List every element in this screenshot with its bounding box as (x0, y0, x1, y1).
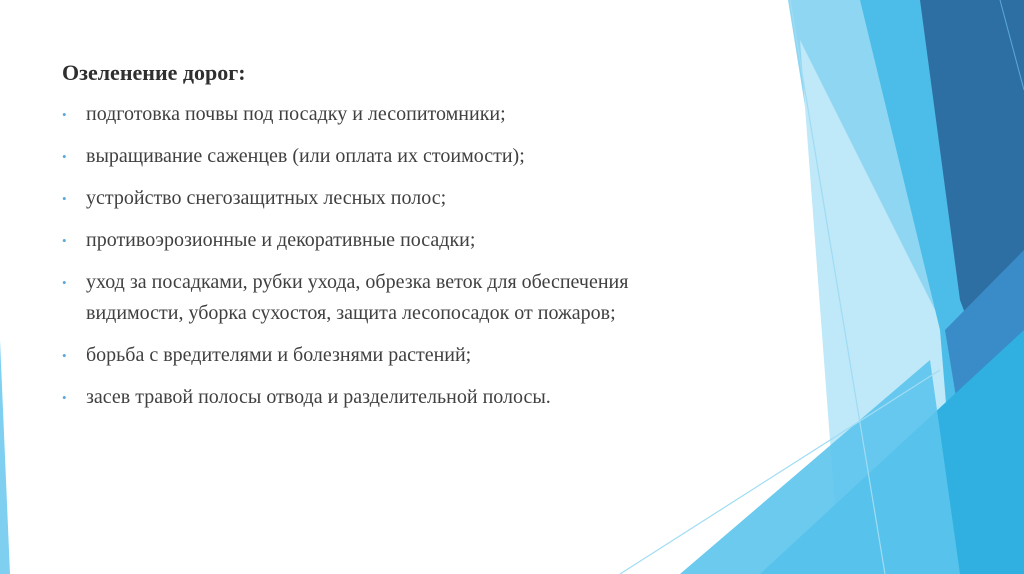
list-item-text: подготовка почвы под посадку и лесопитомники; (86, 103, 506, 125)
bullet-icon: • (62, 275, 67, 290)
list-item (62, 382, 686, 413)
list-item-text: засев травой полосы отвода и разделительной полосы. (86, 386, 551, 408)
list-item (62, 267, 686, 329)
bullet-list (62, 99, 702, 413)
list-item (62, 141, 686, 172)
list-item (62, 340, 686, 371)
list-item-text: противоэрозионные и декоративные посадки; (86, 229, 476, 251)
bullet-icon: • (62, 107, 67, 122)
list-item (62, 183, 686, 214)
list-item-text: выращивание саженцев (или оплата их стоимости); (86, 145, 525, 167)
bullet-icon: • (62, 348, 67, 363)
bullet-icon: • (62, 390, 67, 405)
slide-title: Озеленение дорог: (62, 60, 246, 85)
bullet-icon: • (62, 191, 67, 206)
list-item (62, 225, 686, 256)
bullet-icon: • (62, 149, 67, 164)
list-item-text: уход за посадками, рубки ухода, обрезка веток для обеспечения видимости, уборка сухостоя, защита лесопосадок от пожаров; (86, 271, 629, 324)
slide-content (62, 58, 702, 424)
light-lower-wedge (680, 360, 960, 574)
list-item-text: борьба с вредителями и болезнями растений; (86, 344, 472, 366)
list-item (62, 99, 686, 130)
left-edge-sliver (0, 340, 10, 574)
bullet-icon: • (62, 233, 67, 248)
list-item-text: устройство снегозащитных лесных полос; (86, 187, 447, 209)
